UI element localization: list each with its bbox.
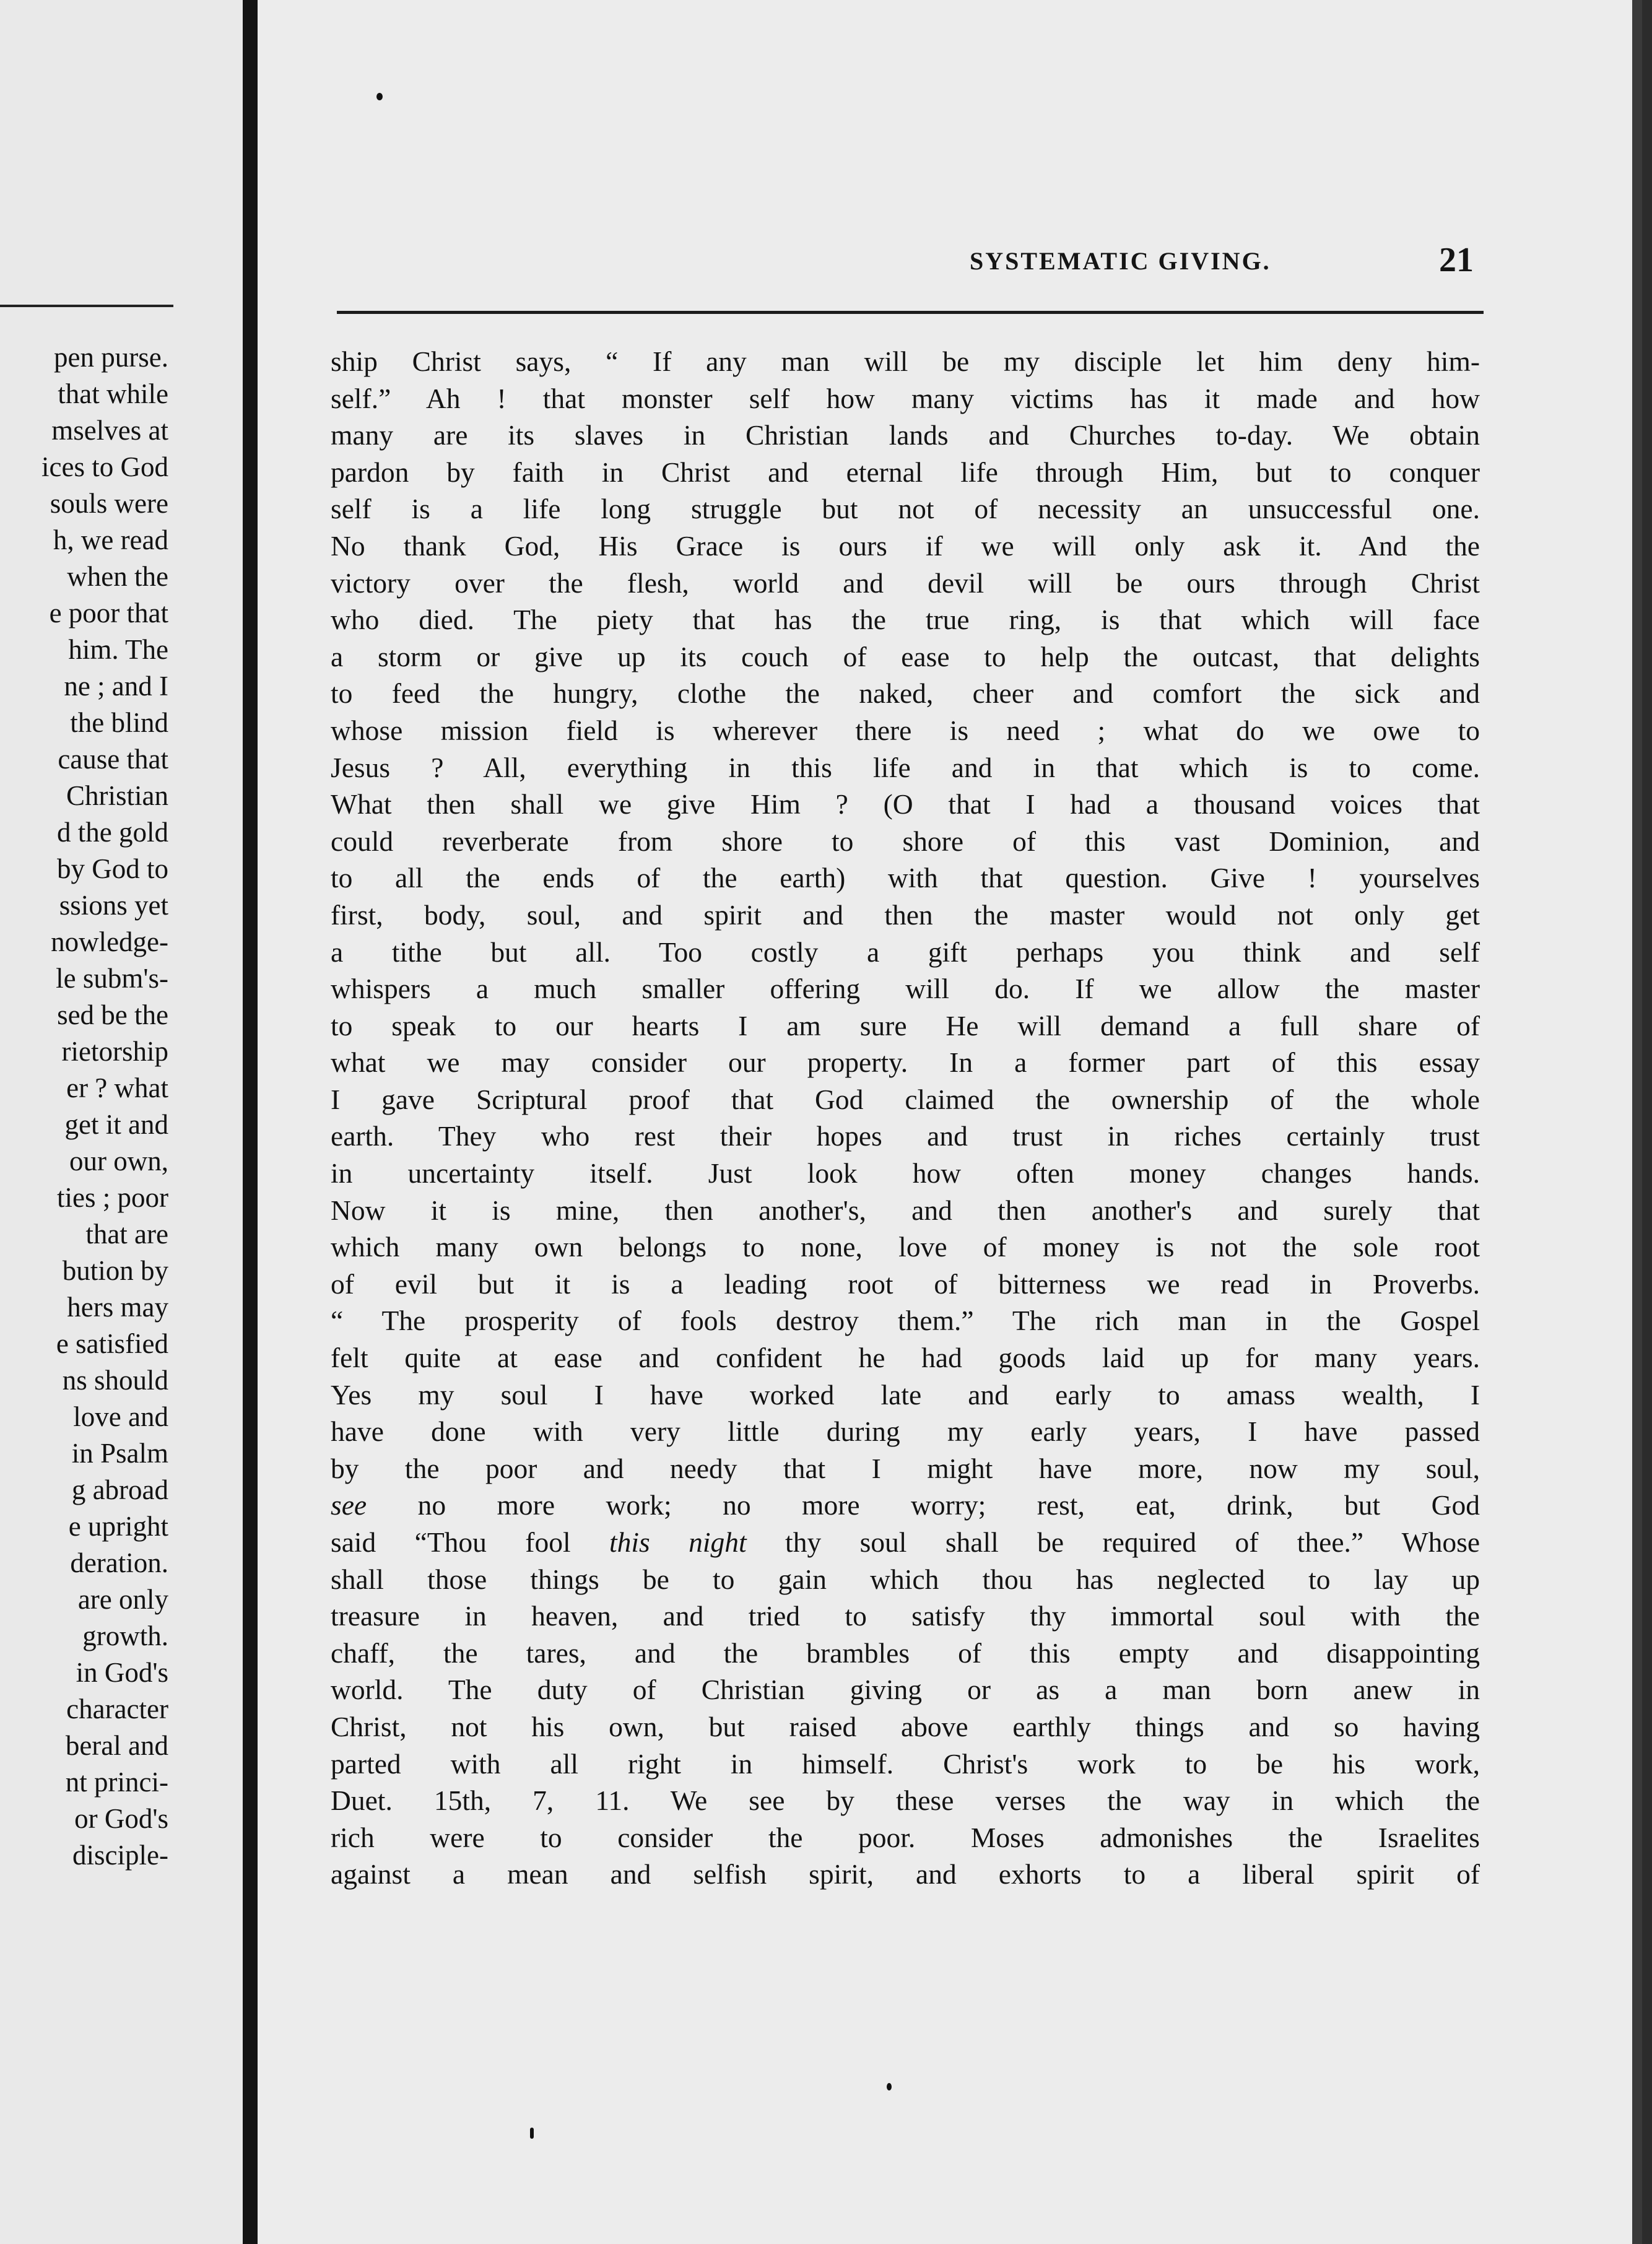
body-line: to all the ends of the earth) with that question. Give ! yourselves: [331, 862, 1480, 894]
previous-page-line: ices to God: [41, 451, 168, 482]
body-line: ship Christ says, “ If any man will be my disciple let him deny him-: [331, 346, 1480, 377]
previous-page-line: disciple-: [72, 1840, 168, 1871]
body-line: a tithe but all. Too costly a gift perhaps you think and self: [331, 936, 1480, 968]
previous-page-line: ties ; poor: [57, 1182, 168, 1213]
current-page: [258, 0, 1642, 2244]
body-line: [331, 1524, 1480, 1561]
italic-phrase: this night: [609, 1526, 747, 1558]
previous-page-fragment: [0, 0, 243, 2244]
previous-page-line: nt princi-: [65, 1767, 168, 1798]
previous-page-line: are only: [77, 1584, 168, 1615]
previous-page-line: deration.: [70, 1547, 168, 1578]
previous-page-line: or God's: [74, 1803, 168, 1834]
previous-page-line: d the gold: [57, 817, 168, 848]
previous-page-line: e poor that: [49, 598, 168, 628]
body-line: first, body, soul, and spirit and then the master would not only get: [331, 898, 1480, 931]
previous-page-line: growth.: [82, 1620, 168, 1651]
body-line: Now it is mine, then another's, and then another's and surely that: [331, 1194, 1480, 1226]
previous-page-line: cause that: [58, 744, 168, 775]
previous-page-line: in Psalm: [71, 1438, 168, 1469]
body-line: felt quite at ease and confident he had goods laid up for many years.: [331, 1342, 1480, 1374]
body-line: what we may consider our property. In a former part of this essay: [331, 1046, 1480, 1079]
body-line: shall those things be to gain which thou has neglected to lay up: [331, 1563, 1480, 1595]
body-line: Duet. 15th, 7, 11. We see by these verses the way in which the: [331, 1785, 1480, 1817]
body-line: “ The prosperity of fools destroy them.” The rich man in the Gospel: [331, 1305, 1480, 1337]
previous-page-line: e satisfied: [56, 1328, 168, 1359]
previous-page-line: e upright: [68, 1511, 168, 1542]
ink-speck: [887, 2083, 892, 2090]
previous-page-line: rietorship: [61, 1036, 168, 1067]
previous-page-line: h, we read: [53, 524, 168, 555]
body-line: who died. The piety that has the true ring, is that which will face: [331, 604, 1480, 636]
body-line: world. The duty of Christian giving or as a man born anew in: [331, 1674, 1480, 1706]
previous-page-line: the blind: [70, 707, 168, 738]
body-line: against a mean and selfish spirit, and exhorts to a liberal spirit of: [331, 1858, 1480, 1890]
running-title: SYSTEMATIC GIVING.: [970, 247, 1271, 275]
previous-page-line: character: [66, 1694, 168, 1724]
body-line: No thank God, His Grace is ours if we will only ask it. And the: [331, 529, 1480, 562]
previous-page-line: him. The: [68, 634, 168, 665]
italic-word: see: [331, 1489, 367, 1521]
previous-page-line: ns should: [62, 1365, 168, 1396]
previous-page-line: when the: [67, 561, 168, 592]
body-line: to feed the hungry, clothe the naked, cheer and comfort the sick and: [331, 677, 1480, 710]
page-edge: [1632, 0, 1642, 2244]
previous-page-line: that are: [85, 1219, 168, 1250]
body-line-text: said “Thou fool: [331, 1526, 609, 1558]
previous-page-line: hers may: [67, 1292, 168, 1323]
body-text: [331, 343, 1480, 1893]
page-header: [332, 241, 1652, 290]
previous-page-line: le subm's-: [56, 963, 168, 994]
previous-page-line: that while: [58, 378, 168, 409]
ink-speck: [530, 2128, 534, 2139]
page-number: 21: [1439, 241, 1474, 279]
book-gutter: [243, 0, 258, 2244]
ink-speck: [376, 93, 383, 100]
previous-page-line: ssions yet: [59, 890, 168, 921]
body-line: treasure in heaven, and tried to satisfy thy immortal soul with the: [331, 1600, 1480, 1632]
body-line-text: no more work; no more worry; rest, eat, drink, but God: [367, 1489, 1480, 1521]
previous-page-line: er ? what: [66, 1072, 168, 1103]
previous-page-line: mselves at: [51, 415, 168, 446]
body-line: Christ, not his own, but raised above earthly things and so having: [331, 1710, 1480, 1742]
body-line: I gave Scriptural proof that God claimed the ownership of the whole: [331, 1083, 1480, 1115]
body-line: chaff, the tares, and the brambles of this empty and disappointing: [331, 1637, 1480, 1669]
previous-page-line: pen purse.: [54, 342, 168, 373]
body-line: could reverberate from shore to shore of this vast Dominion, and: [331, 825, 1480, 857]
previous-page-line: our own,: [69, 1146, 168, 1176]
body-line: whispers a much smaller offering will do. If we allow the master: [331, 973, 1480, 1005]
body-line: victory over the flesh, world and devil will be ours through Christ: [331, 567, 1480, 599]
body-line: have done with very little during my early years, I have passed: [331, 1416, 1480, 1448]
previous-page-line: souls were: [50, 488, 168, 519]
body-line: many are its slaves in Christian lands and Churches to-day. We obtain: [331, 419, 1480, 451]
previous-page-line: beral and: [65, 1730, 168, 1761]
body-line: in uncertainty itself. Just look how often money changes hands.: [331, 1157, 1480, 1189]
body-line: of evil but it is a leading root of bitterness we read in Proverbs.: [331, 1268, 1480, 1300]
body-line: [331, 1487, 1480, 1524]
body-line: rich were to consider the poor. Moses admonishes the Israelites: [331, 1821, 1480, 1853]
body-line: by the poor and needy that I might have more, now my soul,: [331, 1452, 1480, 1484]
previous-page-line: g abroad: [71, 1474, 168, 1505]
previous-page-line: love and: [73, 1401, 168, 1432]
body-line: self is a life long struggle but not of necessity an unsuccessful one.: [331, 493, 1480, 525]
body-line: a storm or give up its couch of ease to help the outcast, that delights: [331, 640, 1480, 672]
previous-page-line: Christian: [66, 780, 168, 811]
body-line: Yes my soul I have worked late and early to amass wealth, I: [331, 1378, 1480, 1411]
previous-page-line: by God to: [57, 853, 168, 884]
body-line: to speak to our hearts I am sure He will demand a full share of: [331, 1009, 1480, 1042]
body-line: which many own belongs to none, love of money is not the sole root: [331, 1231, 1480, 1263]
body-line: pardon by faith in Christ and eternal life through Him, but to conquer: [331, 456, 1480, 488]
body-line: whose mission field is wherever there is need ; what do we owe to: [331, 714, 1480, 746]
body-line: Jesus ? All, everything in this life and in that which is to come.: [331, 751, 1480, 783]
body-line: parted with all right in himself. Christ's work to be his work,: [331, 1747, 1480, 1780]
body-line-text: thy soul shall be required of thee.” Whose: [746, 1526, 1480, 1558]
body-line: self.” Ah ! that monster self how many victims has it made and how: [331, 382, 1480, 414]
previous-page-line: nowledge-: [51, 926, 168, 957]
previous-page-line: sed be the: [57, 999, 168, 1030]
previous-page-line: in God's: [76, 1657, 168, 1688]
previous-page-header-rule: [0, 305, 173, 307]
previous-page-text: [0, 339, 168, 1874]
previous-page-line: bution by: [62, 1255, 168, 1286]
body-line: earth. They who rest their hopes and trust in riches certainly trust: [331, 1120, 1480, 1152]
previous-page-line: ne ; and I: [64, 671, 168, 702]
previous-page-line: get it and: [64, 1109, 168, 1140]
header-rule: [337, 311, 1484, 314]
body-line: What then shall we give Him ? (O that I had a thousand voices that: [331, 788, 1480, 820]
